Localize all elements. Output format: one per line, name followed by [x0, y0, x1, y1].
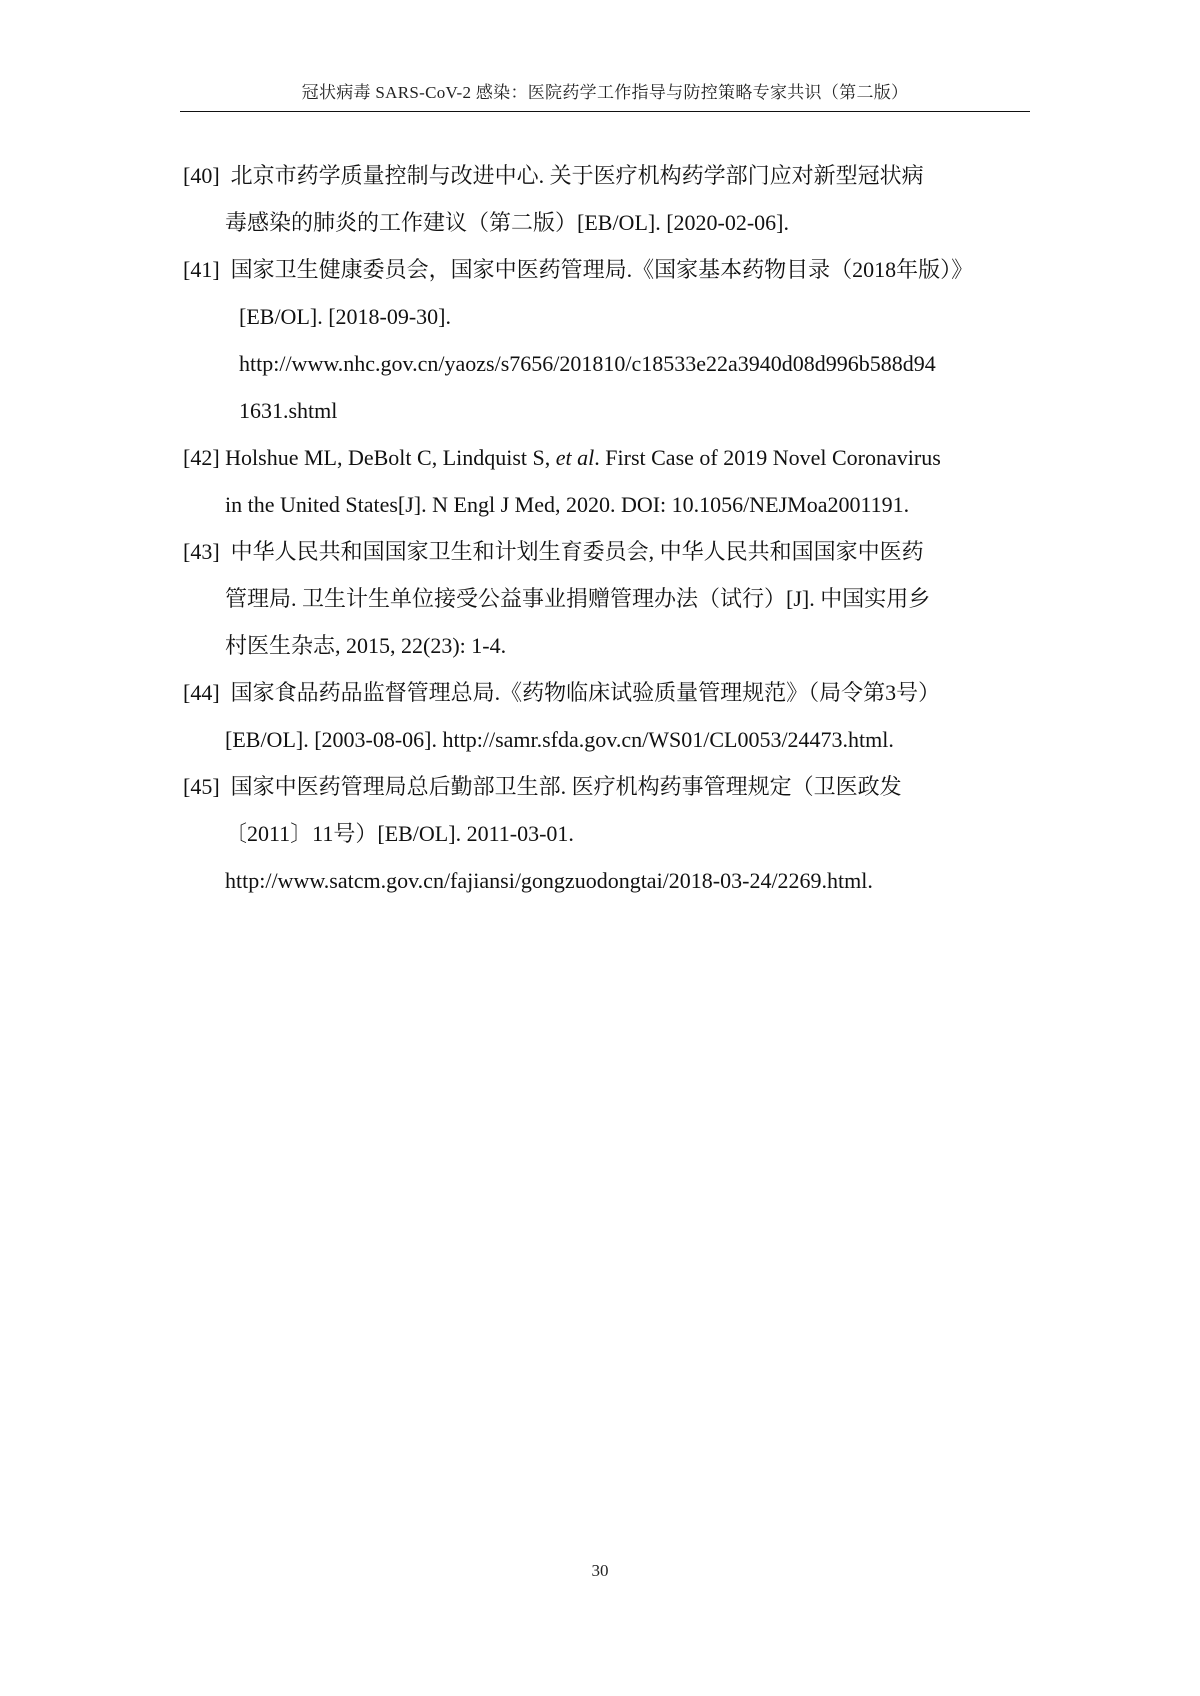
reference-43-line-3: 村医生杂志, 2015, 22(23): 1-4.	[225, 633, 507, 658]
reference-45-number: [45]	[183, 774, 220, 799]
header-rule	[180, 111, 1030, 112]
reference-40	[183, 152, 1033, 246]
reference-42-number: [42]	[183, 445, 220, 470]
reference-41-number: [41]	[183, 257, 220, 282]
reference-42-line-2: in the United States[J]. N Engl J Med, 2020. DOI: 10.1056/NEJMoa2001191.	[225, 492, 910, 517]
reference-41-line-4: 1631.shtml	[239, 398, 338, 423]
reference-41	[183, 246, 1033, 434]
reference-42-et-al: et al	[555, 445, 595, 470]
reference-42	[183, 434, 1033, 528]
running-header: 冠状病毒 SARS-CoV-2 感染：医院药学工作指导与防控策略专家共识（第二版）	[301, 83, 909, 102]
reference-44-line-1	[183, 669, 1033, 716]
reference-list	[183, 152, 1033, 904]
reference-42-title: . First Case of 2019 Novel Coronavirus	[594, 445, 941, 470]
reference-44-text-1: 国家食品药品监督管理总局.《药物临床试验质量管理规范》（局令第3号）	[230, 680, 941, 705]
reference-45-text-1: 国家中医药管理局总后勤部卫生部. 医疗机构药事管理规定（卫医政发	[230, 774, 902, 799]
reference-44-line-2: [EB/OL]. [2003-08-06]. http://samr.sfda.gov.cn/WS01/CL0053/24473.html.	[225, 727, 894, 752]
reference-44-number: [44]	[183, 680, 220, 705]
reference-40-line-1	[183, 152, 1033, 199]
reference-43-line-1	[183, 528, 1033, 575]
reference-40-text-1: 北京市药学质量控制与改进中心. 关于医疗机构药学部门应对新型冠状病	[230, 163, 924, 188]
reference-42-authors: Holshue ML, DeBolt C, Lindquist S,	[225, 445, 556, 470]
reference-41-url-line: http://www.nhc.gov.cn/yaozs/s7656/201810/c18533e22a3940d08d996b588d94	[239, 351, 936, 376]
page-number: 30	[591, 1561, 609, 1580]
reference-43-text-1: 中华人民共和国国家卫生和计划生育委员会, 中华人民共和国国家中医药	[230, 539, 924, 564]
reference-40-line-2: 毒感染的肺炎的工作建议（第二版）[EB/OL]. [2020-02-06].	[225, 210, 790, 235]
reference-45-url-line: http://www.satcm.gov.cn/fajiansi/gongzuodongtai/2018-03-24/2269.html.	[225, 868, 873, 893]
reference-44	[183, 669, 1033, 763]
reference-42-line-1	[183, 434, 1033, 481]
reference-41-line-2: [EB/OL]. [2018-09-30].	[239, 304, 452, 329]
reference-45-line-2: 〔2011〕11号）[EB/OL]. 2011-03-01.	[225, 821, 574, 846]
reference-40-number: [40]	[183, 163, 220, 188]
reference-43	[183, 528, 1033, 669]
reference-41-line-1	[183, 246, 1033, 293]
reference-43-line-2: 管理局. 卫生计生单位接受公益事业捐赠管理办法（试行）[J]. 中国实用乡	[225, 586, 931, 611]
reference-43-number: [43]	[183, 539, 220, 564]
reference-45-line-1	[183, 763, 1033, 810]
reference-45	[183, 763, 1033, 904]
reference-41-text-1: 国家卫生健康委员会，国家中医药管理局.《国家基本药物目录（2018年版）》	[230, 257, 974, 282]
